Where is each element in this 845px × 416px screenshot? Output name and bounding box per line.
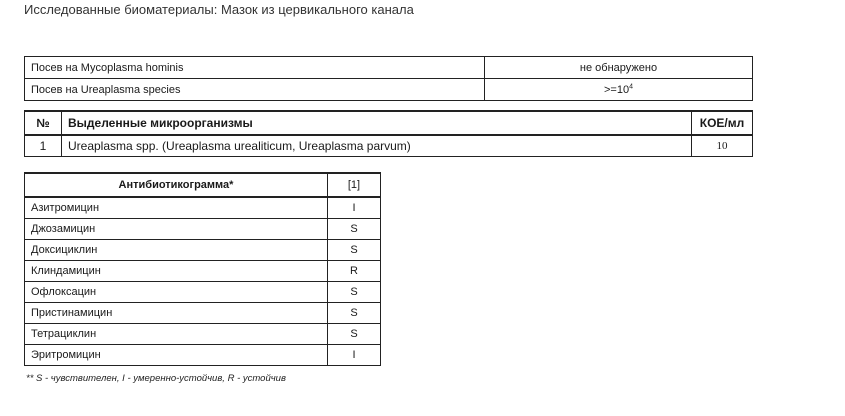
table-row xyxy=(25,197,381,219)
antibiotic-result: I xyxy=(328,345,381,366)
table-row xyxy=(25,261,381,282)
antibiotic-name: Тетрациклин xyxy=(25,324,328,345)
antibiotic-result: R xyxy=(328,261,381,282)
table-row xyxy=(25,324,381,345)
column-header-antibiotic: Антибиотикограмма* xyxy=(25,173,328,197)
antibiotic-name: Доксициклин xyxy=(25,240,328,261)
culture-label: Посев на Ureaplasma species xyxy=(25,79,485,101)
table-row xyxy=(25,345,381,366)
column-header-cfu: КОЕ/мл xyxy=(692,111,753,135)
organism-cfu: 10 xyxy=(692,135,753,157)
antibiotic-name: Пристинамицин xyxy=(25,303,328,324)
organism-num: 1 xyxy=(25,135,62,157)
table-row xyxy=(25,303,381,324)
culture-result-exponent: 4 xyxy=(629,82,633,90)
antibiotic-result: I xyxy=(328,197,381,219)
culture-result-base: >=10 xyxy=(604,83,630,96)
column-header-result: [1] xyxy=(328,173,381,197)
antibiotic-result: S xyxy=(328,303,381,324)
culture-label: Посев на Mycoplasma hominis xyxy=(25,57,485,79)
antibiotic-name: Клиндамицин xyxy=(25,261,328,282)
antibiotic-name: Офлоксацин xyxy=(25,282,328,303)
column-header-name: Выделенные микроорганизмы xyxy=(62,111,692,135)
page-title: Исследованные биоматериалы: Мазок из цервикального канала xyxy=(24,2,414,17)
antibiogram-table xyxy=(24,172,381,366)
legend-footnote: ** S - чувствителен, I - умеренно-устойчив, R - устойчив xyxy=(26,373,286,384)
antibiotic-result: S xyxy=(328,219,381,240)
antibiotic-result: S xyxy=(328,324,381,345)
table-row xyxy=(25,79,753,101)
organism-name: Ureaplasma spp. (Ureaplasma urealiticum, Ureaplasma parvum) xyxy=(62,135,692,157)
table-header-row xyxy=(25,111,753,135)
culture-result xyxy=(485,79,753,101)
column-header-num: № xyxy=(25,111,62,135)
table-row xyxy=(25,282,381,303)
table-row xyxy=(25,240,381,261)
table-row xyxy=(25,219,381,240)
culture-result: не обнаружено xyxy=(485,57,753,79)
table-header-row xyxy=(25,173,381,197)
antibiotic-result: S xyxy=(328,282,381,303)
organisms-table xyxy=(24,110,753,157)
antibiotic-name: Азитромицин xyxy=(25,197,328,219)
antibiotic-name: Джозамицин xyxy=(25,219,328,240)
antibiotic-result: S xyxy=(328,240,381,261)
antibiotic-name: Эритромицин xyxy=(25,345,328,366)
table-row xyxy=(25,57,753,79)
table-row xyxy=(25,135,753,157)
culture-table xyxy=(24,56,753,101)
